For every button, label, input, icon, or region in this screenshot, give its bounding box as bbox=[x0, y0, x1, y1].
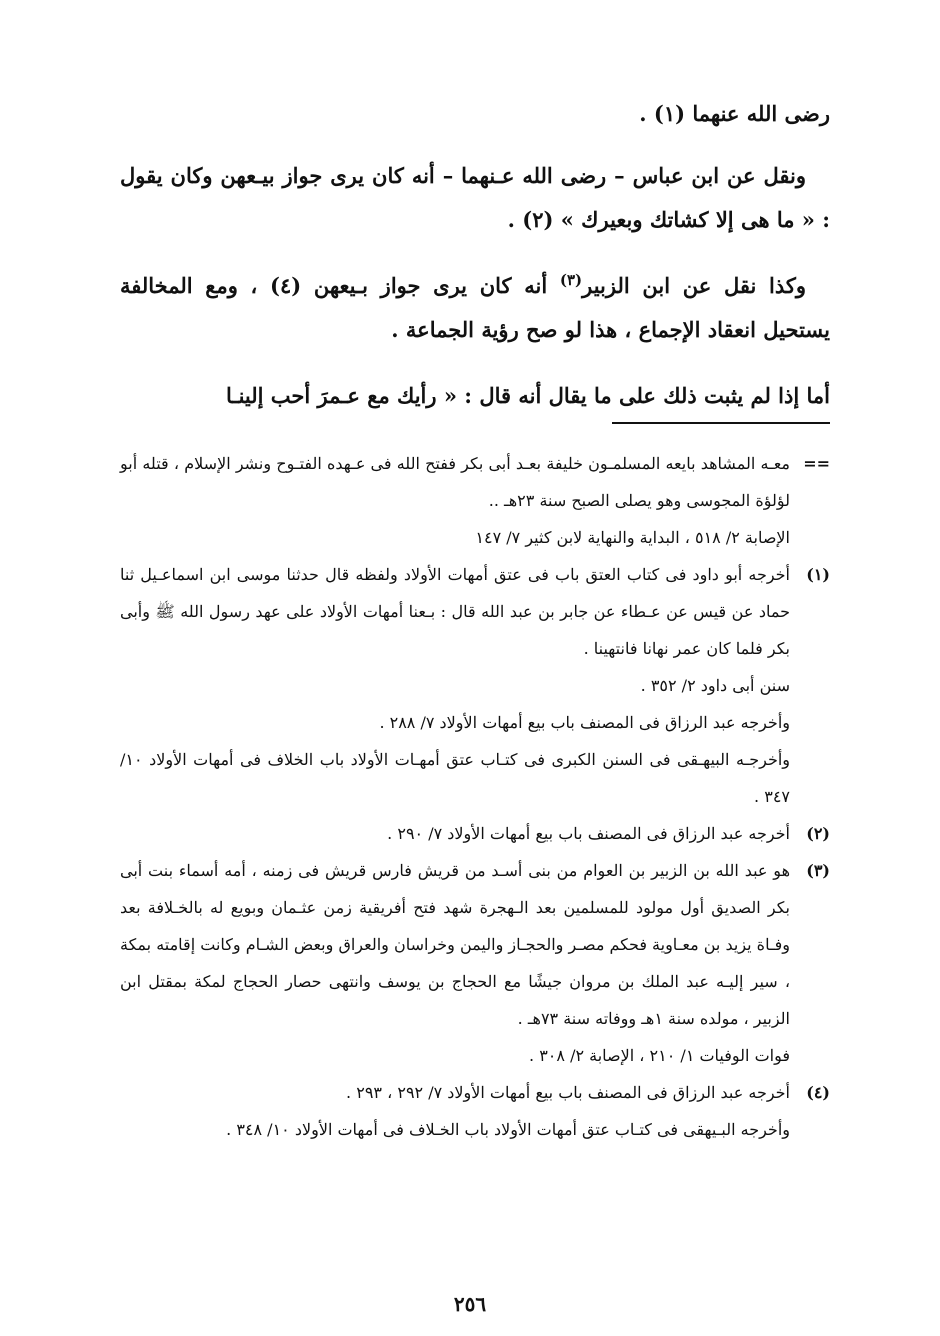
footnote-line: الإصابة ٢/ ٥١٨ ، البداية والنهاية لابن كثير ٧/ ١٤٧ bbox=[475, 528, 790, 547]
paragraph-4-text: أما إذا لم يثبت ذلك على ما يقال أنه قال : « رأيك مع عـمرَ أحب إلينـا bbox=[226, 383, 830, 408]
footnote-2 bbox=[120, 815, 830, 852]
footnote-ref-2: (٢) bbox=[522, 207, 554, 232]
paragraph-1 bbox=[120, 92, 830, 136]
main-text bbox=[120, 92, 830, 440]
footnote-line: فوات الوفيات ١/ ٢١٠ ، الإصابة ٢/ ٣٠٨ . bbox=[529, 1046, 790, 1065]
footnote-line: وأخرجـه البيهـقى فى السنن الكبرى فى كتـاب عتق أمهـات الأولاد باب الخلاف فى أمهات الأولاد ١٠/ ٣٤٧ . bbox=[120, 750, 790, 806]
footnote-4 bbox=[120, 1074, 830, 1148]
footnote-line: هو عبد الله بن الزبير بن العوام من بنى أسـد من قريش فارس قريش فى زمنه ، أمه أسماء بنت أبى بكر الصديق أول مولود للمسلمين بعد الـهجرة شهد فتح أفريقية زمن عثـمان وبويع له بالخـلافة بعد وفـاة يزيد بن معـاوية فحكم مصـر والحجـاز واليمن وخراسان والعراق وبعض الشـام وكانت إقامته بمكة ، سير إليـه عبد الملك بن مروان جيشًا مع الحجاج بن يوسف وانتهى حصار الحجاج لمكة بمقتل ابن الزبير ، مولده سنة ١هـ ووفاته سنة ٧٣هـ . bbox=[120, 861, 791, 1028]
paragraph-3-text-a: وكذا نقل عن ابن الزبير bbox=[582, 273, 806, 298]
footnote-ref-1: (١) bbox=[653, 101, 686, 126]
paragraph-1-end: . bbox=[639, 101, 647, 126]
paragraph-2-end: . bbox=[507, 207, 515, 232]
footnote-continued bbox=[120, 445, 830, 556]
footnote-line: معـه المشاهد بايعه المسلمـون خليفة بعـد أبى بكر ففتح الله فى عـهده الفتـوح ونشر الإسلام ، قتله أبو لؤلؤة المجوسى وهو يصلى الصبح سنة ٢٣هـ .. bbox=[120, 454, 791, 510]
footnote-ref-3: (٣) bbox=[559, 271, 583, 289]
footnote-continued-mark: == bbox=[803, 454, 830, 473]
footnote-3-mark: (٣) bbox=[806, 861, 830, 880]
footnote-4-mark: (٤) bbox=[806, 1083, 830, 1102]
footnote-line: سنن أبى داود ٢/ ٣٥٢ . bbox=[640, 676, 790, 695]
footnote-line: وأخرجه البـيهقى فى كتـاب عتق أمهات الأولاد باب الخـلاف فى أمهات الأولاد ١٠/ ٣٤٨ . bbox=[226, 1120, 790, 1139]
footnote-2-mark: (٢) bbox=[806, 824, 830, 843]
footnotes bbox=[120, 445, 830, 1148]
paragraph-3-text-c: ، ومع المخالفة يستحيل انعقاد الإجماع ، هذا لو صح رؤية الجماعة . bbox=[120, 273, 830, 342]
paragraph-1-text: رضى الله عنهما bbox=[692, 101, 830, 126]
footnote-line: أخرجه أبو داود فى كتاب العتق باب فى عتق أمهات الأولاد ولفظه قال حدثنا موسى ابن اسماعـيل ثنا حماد عن قيس عن عـطاء عن جابر بن عبد الله قال : بـعنا أمهات الأولاد على عهد رسول الله ﷺ وأبى بكر فلما كان عمر نهانا فانتهينا . bbox=[120, 565, 790, 658]
footnote-line: أخرجه عبد الرزاق فى المصنف باب بيع أمهات الأولاد ٧/ ٢٩٠ . bbox=[387, 824, 790, 843]
page-number: ٢٥٦ bbox=[453, 1292, 487, 1316]
paragraph-3-text-b: أنه كان يرى جواز بـيعهن bbox=[313, 273, 548, 298]
paragraph-2 bbox=[120, 154, 830, 242]
footnote-line: وأخرجه عبد الرزاق فى المصنف باب بيع أمهات الأولاد ٧/ ٢٨٨ . bbox=[379, 713, 790, 732]
footnote-1 bbox=[120, 556, 830, 815]
paragraph-3 bbox=[120, 264, 830, 352]
footnote-3 bbox=[120, 852, 830, 1074]
paragraph-4 bbox=[120, 374, 830, 418]
footnote-ref-4: (٤) bbox=[270, 273, 302, 298]
paragraph-2-text: ونقل عن ابن عباس – رضى الله عـنهما – أنه كان يرى جواز بيـعهن وكان يقول : « ما هى إلا كشاتك وبعيرك » bbox=[120, 163, 830, 232]
footnote-1-mark: (١) bbox=[806, 565, 830, 584]
footnote-line: أخرجه عبد الرزاق فى المصنف باب بيع أمهات الأولاد ٧/ ٢٩٢ ، ٢٩٣ . bbox=[346, 1083, 790, 1102]
footnote-separator bbox=[612, 422, 830, 424]
